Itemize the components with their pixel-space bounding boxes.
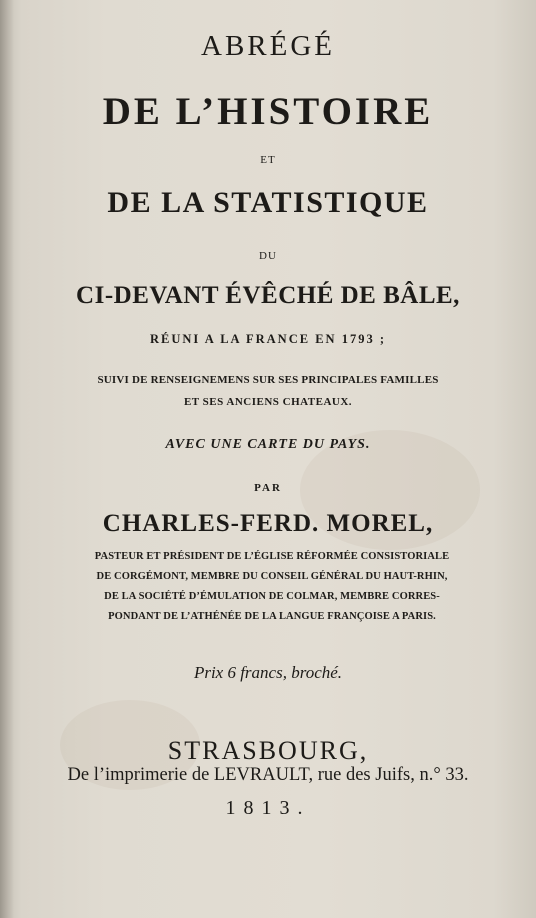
author-title-line: PASTEUR ET PRÉSIDENT DE L’ÉGLISE RÉFORMÉE CONSISTORIALE <box>94 551 450 562</box>
title-et: ET <box>260 154 276 166</box>
title-statistique: DE LA STATISTIQUE <box>107 186 429 219</box>
title-eveche: CI-DEVANT ÉVÊCHÉ DE BÂLE, <box>76 282 460 309</box>
byline-par: PAR <box>254 482 282 494</box>
author-name: CHARLES-FERD. MOREL, <box>102 510 434 537</box>
imprint-city: STRASBOURG, <box>167 736 369 765</box>
title-histoire: DE L’HISTOIRE <box>102 90 434 133</box>
imprint-printer: De l’imprimerie de LEVRAULT, rue des Juifs, n.° 33. <box>67 765 469 785</box>
imprint-year: 1813. <box>225 797 311 819</box>
author-title-line: DE LA SOCIÉTÉ D’ÉMULATION DE COLMAR, MEMBRE CORRES- <box>104 591 440 602</box>
subtitle-suivi-2: ET SES ANCIENS CHATEAUX. <box>183 396 353 408</box>
author-title-line: DE CORGÉMONT, MEMBRE DU CONSEIL GÉNÉRAL DU HAUT-RHIN, <box>96 571 448 582</box>
subtitle-reuni: RÉUNI A LA FRANCE EN 1793 ; <box>150 332 386 346</box>
price: Prix 6 francs, broché. <box>193 663 343 682</box>
subtitle-carte: AVEC UNE CARTE DU PAYS. <box>165 437 371 452</box>
title-du: DU <box>259 250 277 262</box>
author-title-line: PONDANT DE L’ATHÉNÉE DE LA LANGUE FRANÇOISE A PARIS. <box>108 611 436 622</box>
title-abrege: ABRÉGÉ <box>201 30 335 62</box>
subtitle-suivi-1: SUIVI DE RENSEIGNEMENS SUR SES PRINCIPALES FAMILLES <box>97 374 439 386</box>
